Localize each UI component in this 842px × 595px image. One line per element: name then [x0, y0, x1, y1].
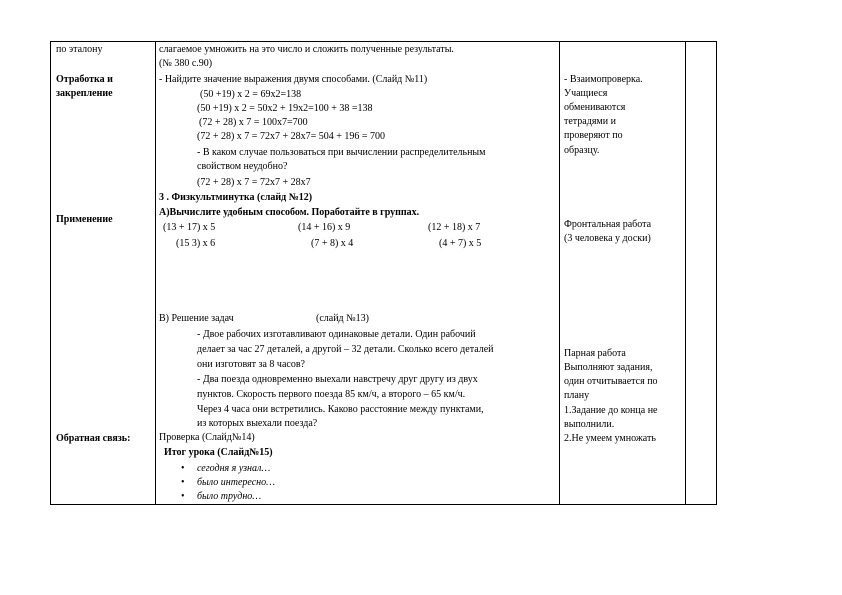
stage-otrabotka-line1: Отработка и: [56, 74, 113, 85]
problem-line: из которых выехали поезда?: [197, 418, 318, 429]
problem-line: делает за час 27 деталей, а другой – 32 детали. Сколько всего деталей: [197, 344, 494, 355]
section-heading: 3 . Физкультминутка (слайд №12): [159, 192, 313, 203]
expression-line: (50 +19) х 2 = 50х2 + 19х2=100 + 38 =138: [197, 103, 373, 114]
activity-line: проверяют по: [564, 130, 623, 141]
activity-line: 1.Задание до конца не: [564, 405, 658, 416]
reflection-item: • было интересно…: [197, 477, 275, 489]
column-divider-3: [685, 42, 686, 504]
question-line: свойством неудобно?: [197, 161, 288, 172]
problem-line: пунктов. Скорость первого поезда 85 км/ч, а второго – 65 км/ч.: [197, 389, 466, 400]
activity-line: Парная работа: [564, 348, 626, 359]
stage-otrabotka-line2: закрепление: [56, 88, 113, 99]
expression-line: (72 + 28) х 7 = 100х7=700: [199, 117, 308, 128]
expression-line: (72 + 28) х 7 = 72х7 + 28х7= 504 + 196 = 700: [197, 131, 385, 142]
activity-line: 2.Не умеем умножать: [564, 433, 656, 444]
reflection-item: • сегодня я узнал…: [197, 463, 270, 475]
activity-line: плану: [564, 390, 590, 401]
activity-line: образцу.: [564, 145, 600, 156]
column-divider-1: [155, 42, 156, 504]
group-expression: (13 + 17) х 5: [163, 222, 216, 233]
stage-primenenie: Применение: [56, 214, 113, 225]
section-heading: А)Вычислите удобным способом. Поработайте в группах.: [159, 207, 420, 218]
group-expression: (15 3) х 6: [176, 238, 216, 249]
activity-line: обмениваются: [564, 102, 626, 113]
question-line: - В каком случае пользоваться при вычислении распределительным: [197, 147, 486, 158]
group-expression: (4 + 7) х 5: [439, 238, 482, 249]
content-line: слагаемое умножить на это число и сложить полученные результаты.: [159, 44, 454, 55]
activity-line: один отчитывается по: [564, 376, 658, 387]
content-line: (№ 380 с.90): [159, 58, 213, 69]
problem-line: - Два поезда одновременно выехали навстречу друг другу из двух: [197, 374, 478, 385]
activity-line: Учащиеся: [564, 88, 608, 99]
group-expression: (12 + 18) х 7: [428, 222, 481, 233]
group-expression: (14 + 16) х 9: [298, 222, 351, 233]
stage-etalon: по эталону: [56, 44, 103, 55]
problem-line: Через 4 часа они встретились. Каково расстояние между пунктами,: [197, 404, 484, 415]
activity-line: - Взаимопроверка.: [564, 74, 643, 85]
slide-reference: (слайд №13): [316, 313, 370, 324]
group-expression: (7 + 8) х 4: [311, 238, 354, 249]
problem-line: они изготовят за 8 часов?: [197, 359, 305, 370]
section-heading: Проверка (Слайд№14): [159, 432, 255, 443]
reflection-item: • было трудно…: [197, 491, 261, 503]
expression-line: (50 +19) х 2 = 69х2=138: [200, 89, 302, 100]
stage-obratnaya-svyaz: Обратная связь:: [56, 433, 131, 444]
activity-line: Выполняют задания,: [564, 362, 653, 373]
section-heading: В) Решение задач: [159, 313, 234, 324]
activity-line: Фронтальная работа: [564, 219, 652, 230]
activity-line: (3 человека у доски): [564, 233, 651, 244]
expression-line: (72 + 28) х 7 = 72х7 + 28х7: [197, 177, 311, 188]
problem-line: - Двое рабочих изготавливают одинаковые детали. Один рабочий: [197, 329, 476, 340]
column-divider-2: [559, 42, 560, 504]
task-heading: - Найдите значение выражения двумя способами. (Слайд №11): [159, 74, 428, 85]
section-heading: Итог урока (Слайд№15): [164, 447, 273, 458]
activity-line: выполнили.: [564, 419, 615, 430]
activity-line: тетрадями и: [564, 116, 616, 127]
